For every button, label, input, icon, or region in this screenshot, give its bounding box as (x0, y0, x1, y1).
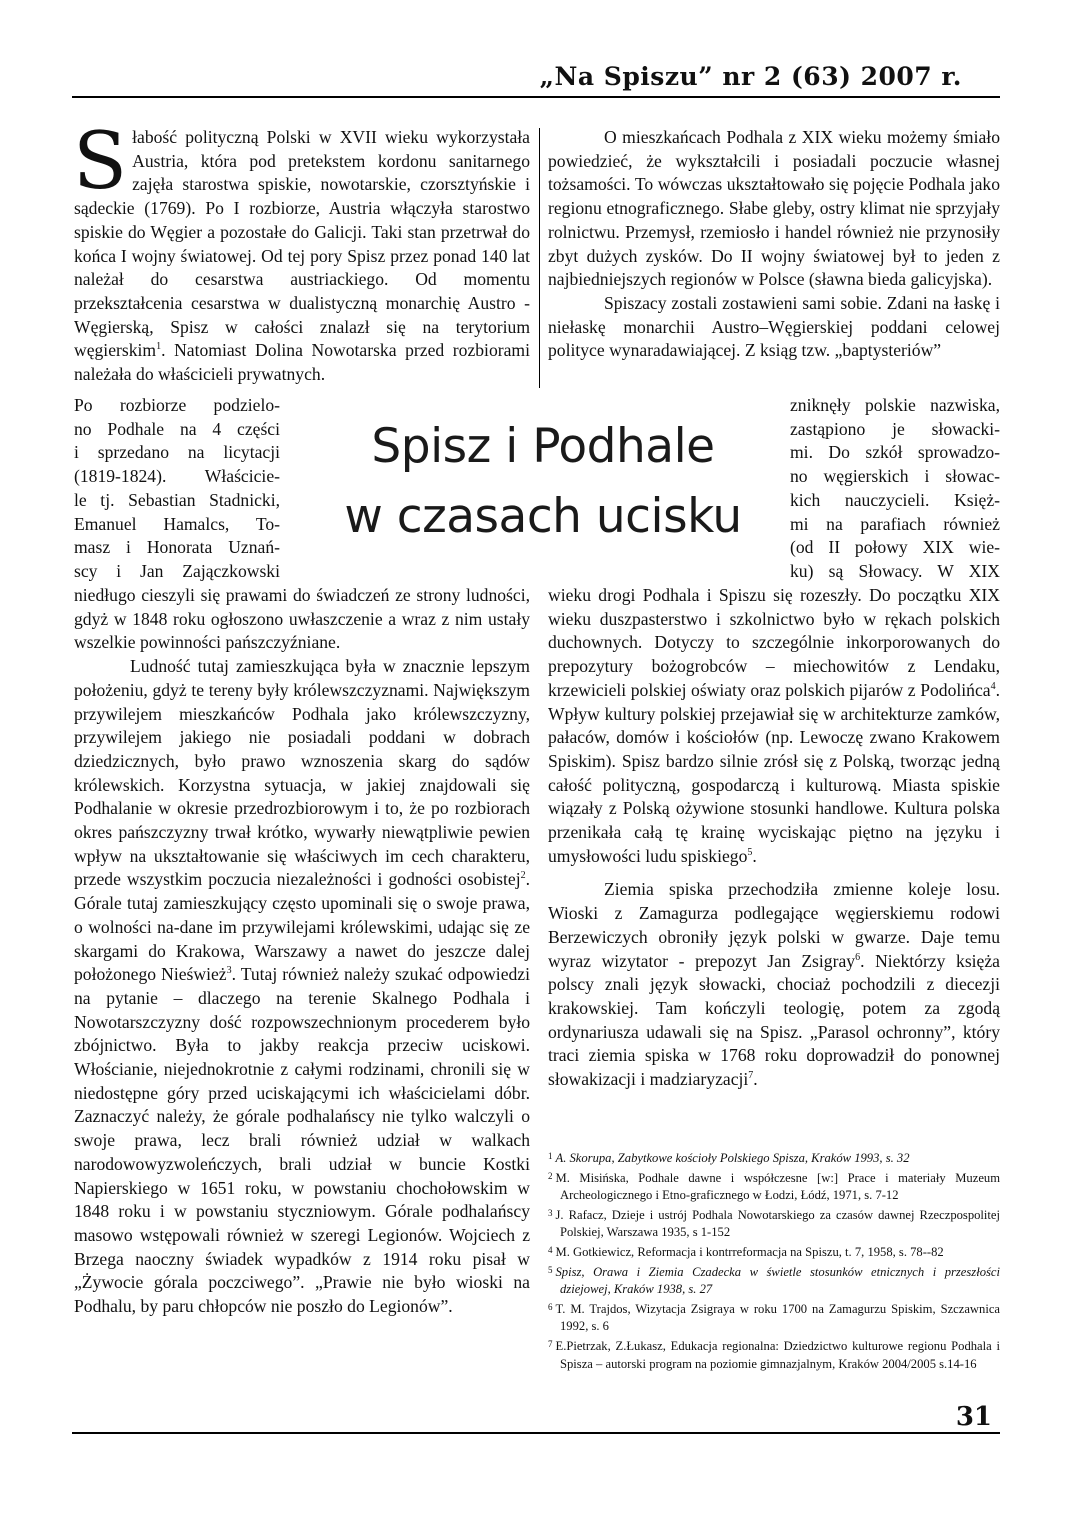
footnote-ref-3: 3 (226, 965, 232, 977)
col1-p2c: . Tutaj również należy szukać odpowiedzi na pytanie – dlaczego na terenie Skalnego Podhala i Nowotarszczyzny dość rozpowszechnionym procederem było zbójnictwo. Była to jakby reakcja przeciw uciskowi. Włościanie, niejednokrotnie z całymi rodzinami, chronili się w niedostępne góry przed uciskającymi ich właścicielami dóbr. Zaznaczyć należy, że górale podhalańscy nie tylko walczyli o swoje prawa, lecz brali również udział w walkach narodowowyzwoleńczych, brali udział w buncie Kostki Napierskiego w 1651 roku, w powstaniu chochołowskim w 1848 roku i w powstaniu styczniowym. Górale podhalańscy masowo wstępowali również w szeregi Legionów. Wojciech z Brzega naoczny świadek wypadków z 1914 roku pisał w „Żywocie górala poczciwego”. „Prawie nie było wioski na Podhalu, by paru chłopców nie poszło do Legionów”. (74, 964, 530, 1317)
col1-p2a: Ludność tutaj zamieszkująca była w znacznie lepszym położeniu, gdyż te tereny były królewszczyznami. Największym przywilejem mieszkańców Podhala jako królewszczyzny, przywilejem jakiego nie posiadali poddani w dobrach dziedzicznych, było prawo wznoszenia skarg do sądów królewskich. Korzystna sytuacja, w jakiej znajdowali się Podhalanie w okresie przedrozbiorowym i to, że po rozbiorach okres pańszczyzny trwał krótko, wywarły niewątpliwie pewien wpływ na ukształtowanie się właściwych im cech charakteru, przede wszystkim poczucia niezależności i godności osobistej (74, 656, 530, 890)
page-number: 31 (955, 1402, 992, 1432)
col2-narrow-line: (od II połowy XIX wie- (790, 537, 1000, 558)
footnote-text: A. Skorupa, Zabytkowe kościoły Polskiego Spisza, Kraków 1993, s. 32 (555, 1151, 910, 1165)
footnote-ref-2: 2 (520, 870, 526, 882)
col2-continue: wieku drogi Podhala i Spiszu się rozeszły. Do początku XIX wieku duszpasterstwo i szkolnictwo było w rękach polskich duchownych. Dotyczy to szczególnie inkorporowanych do prepozytury bożogrobców – miechowitów z Lendaku, krzewicieli polskiej oświaty oraz polskich pijarów z Podolińca (548, 585, 1000, 700)
col2-paragraph-1: O mieszkańcach Podhala z XIX wieku możemy śmiało powiedzieć, że wykształcili i posiadali poczucie własnej tożsamości. To wówczas ukształtowało się pojęcie Podhala jako regionu etnograficznego. Słabe gleby, ostry klimat nie sprzyjały rolnictwu. Przemysł, rzemiosło i handel również nie przynosiły zbyt dużych zysków. Do II wojny światowej był to jeden z najbiedniejszych regionów w Polsce (sławna bieda galicyjska). (548, 127, 1000, 290)
col1-p2b: . Górale tutaj zamieszkujący często upominali się o swoje prawa, o wolności na-dane im przywilejami królewskimi, udając się ze skargami do Krakowa, Warszawy a nawet do jeszcze dalej położonego Nieśwież (74, 869, 530, 985)
footnote-ref-5: 5 (747, 846, 753, 858)
col1-narrow-line: le tj. Sebastian Stadnicki, (74, 489, 280, 510)
col2-narrow-line: zniknęły polskie nazwiska, (790, 395, 1000, 415)
col2-top (548, 126, 1000, 363)
col1-top-text: łabość polityczną Polski w XVII wieku wykorzystała Austria, która pod pretekstem kordonu sanitarnego zajęła starostwa spiskie, nowotarskie, czorsztyńskie i sądeckie (1769). Po I rozbiorze, Austria włączyła starostwo spiskie do Węgier a pozostałe do Galicji. Taki stan przetrwał do końca I wojny światowej. Od tej pory Spisz przez ponad 140 lat należał do cesarstwa austriackiego. Od momentu przekształcenia cesarstwa w dualistyczną monarchię Austro - Węgierską, Spisz w całości znalazł się na terytorium węgierskim (74, 127, 530, 361)
footnote (548, 1336, 1000, 1373)
col2-p3: Ziemia spiska przechodziła zmienne koleje losu. Wioski z Zamagurza podlegające węgierskiemu rodowi Berzewiczych obroniły język polski w gwarze. Daje temu wyraz wizytator - prepozyt Jan Zsigray (548, 879, 1000, 971)
footnote (548, 1148, 1000, 1168)
footnote-text: E.Pietrzak, Z.Łukasz, Edukacja regionalna: Dziedzictwo kulturowe regionu Podhala i Spisza – autorski program na poziomie gimnazjalnym, Kraków 2004/2005 s.14-16 (555, 1338, 1000, 1371)
col2-p3-end: . Niektórzy księża polscy znali język słowacki, chociaż pochodzili z diecezji krakowskiej. Tam kończyli teologię, potem za zgodą ordynariusza udawali się na Spisz. „Parasol ochronny”, który traci ziemia spiska w 1768 roku doprowadził do ponownej słowakizacji i madziaryzacji (548, 950, 1000, 1090)
column-divider (539, 128, 540, 388)
col2-narrow-line: kich nauczycieli. Księż- (790, 489, 1000, 510)
title-line-1: Spisz i Podhale (371, 419, 715, 474)
footnote-ref-1: 1 (156, 341, 162, 353)
col1-narrow-line: masz i Honorata Uznań- (74, 537, 280, 558)
footnote-number: 1 (548, 1151, 553, 1161)
footnote (548, 1299, 1000, 1336)
col1-continue: niedługo cieszyli się prawami do świadczeń ze strony ludności, gdyż w 1848 roku ogłoszono uwłaszczenie a wraz z nim ustały wszelkie powinności pańszczyźniane. (74, 585, 530, 653)
footnote-number: 6 (548, 1301, 553, 1312)
col2-narrow-line: no węgierskich i słowac- (790, 466, 1000, 487)
col1-narrow-line: no Podhale na 4 części (74, 418, 280, 439)
col2-narrow-line: zastąpiono je słowacki- (790, 418, 1000, 439)
drop-cap: S (73, 115, 128, 207)
footnote-number: 7 (548, 1338, 553, 1349)
footnote-text: T. M. Trajdos, Wizytacja Zsigraya w roku 1700 na Zamagurzu Spiskim, Szczawnica 1992, s. 6 (555, 1301, 1000, 1334)
footnote-text: M. Gotkiewicz, Reformacja i kontrreformacja na Spiszu, t. 7, 1958, s. 78--82 (555, 1244, 944, 1259)
footnote (548, 1168, 1000, 1205)
col2-continue-end: . Wpływ kultury polskiej przejawiał się w architekturze zamków, pałaców, domów i kościołów (np. Lewoczę zwano Krakowem Spiskim). Spisz bardzo silnie zrósł się z Polską, tworząc jedną całość polityczną, gospodarczą i kulturową. Miasta spiskie wiązały z Polską ożywione stosunki handlowe. Kultura polska przenikała całą tę krainę wyciskając piętno na języku i umysłowości ludu spiskiego (548, 679, 1000, 866)
footnote-ref-4: 4 (990, 680, 996, 692)
col1-body (74, 584, 530, 1319)
page-footer (72, 1398, 1000, 1434)
col1-narrow-line: scy i Jan Zajączkowski (74, 560, 280, 581)
title-line-2: w czasach ucisku (344, 489, 742, 544)
col2-body: wieku drogi Podhala i Spiszu się rozeszły. Do początku XIX wieku duszpasterstwo i szkolnictwo było w rękach polskich duchownych. Dotyczy to szczególnie inkorporowanych do prepozytury bożogrobców – miechowitów z Lendaku, krzewicieli polskiej oświaty oraz polskich pijarów z Podolińca$^4$. Wpływ kultury polskiej przejawiał się w architekturze zamków, pałaców, domów i kościołów (np. Lewoczę zwano Krakowem Spiskim). Spisz bardzo silnie zrósł się z Polską, tworząc jedną całość polityczną, gospodarczą i kulturową. Miasta spiskie wiązały z Polską ożywione stosunki handlowe. Kultura polska przenikała całą tę krainę wyciskając piętno na języku i umysłowości ludu spiskiego$^5$. Ziemia spiska przechodziła zmienne koleje losu. Wioski z Zamagurza podlegające węgierskiemu rodowi Berzewiczych obroniły język polski w gwarze. Daje temu wyraz wizytator - prepozyt Jan Zsigray$^6$. Niektórzy księża polscy znali język słowacki, chociaż pochodzili z diecezji krakowskiej. Tam kończyli teologię, potem za zgodą ordynariusza udawali się na Spisz. „Parasol ochronny”, który traci ziemia spiska w 1768 roku doprowadził do ponownej słowakizacji i madziaryzacji$^7$. (548, 585, 1000, 1090)
footnote-number: 2 (548, 1170, 553, 1181)
col2-narrow-line: ku) są Słowacy. W XIX (790, 560, 1000, 581)
col1-paragraph-2 (74, 655, 530, 1319)
footnote-ref-6: 6 (855, 951, 861, 963)
col1-narrow-line: i sprzedano na licytacji (74, 442, 280, 463)
footnote-number: 3 (548, 1207, 553, 1218)
footnote-ref-7: 7 (748, 1070, 754, 1082)
running-header (72, 62, 1000, 98)
col1-top-end: . Natomiast Dolina Nowotarska przed rozbiorami należała do właścicieli prywatnych. (74, 340, 530, 385)
footnotes (548, 1148, 1000, 1373)
footnote-number: 5 (548, 1264, 553, 1275)
footnote (548, 1205, 1000, 1242)
col1-narrow-line: Emanuel Hamalcs, To- (74, 513, 280, 534)
col2-paragraph-2: Spiszacy zostali zostawieni sami sobie. Zdani na łaskę i niełaskę monarchii Austro–Węgierskiej poddani celowej polityce wynaradawiającej. Z ksiąg tzw. „baptysteriów” (548, 292, 1000, 361)
header-title: „Na Spiszu” nr 2 (63) 2007 r. (539, 62, 962, 91)
footnote-number: 4 (548, 1244, 553, 1255)
footnote (548, 1262, 1000, 1299)
footnote-text: M. Misińska, Podhale dawne i współczesne [w:] Prace i materiały Muzeum Archeologicznego i Etno-graficznego w Łodzi, Łódź, 1971, s. 7-12 (555, 1170, 1000, 1203)
col2-narrow (790, 394, 1000, 584)
col2-narrow-line: mi. Do szkół sprowadzo- (790, 442, 1000, 463)
footnote-text: Spisz, Orawa i Ziemia Czadecka w świetle stosunków etnicznych i przeszłości dziejowej, Kraków 1938, s. 27 (555, 1264, 1000, 1297)
col1-top (73, 115, 530, 387)
footnote (548, 1242, 1000, 1262)
article-title (296, 412, 790, 552)
col1-narrow-line: Po rozbiorze podzielo- (74, 395, 280, 415)
col1-narrow-line: (1819-1824). Właścicie- (74, 466, 280, 487)
col2-narrow-line: mi na parafiach również (790, 513, 1000, 534)
footnote-text: J. Rafacz, Dzieje i ustrój Podhala Nowotarskiego za czasów dawnej Rzeczpospolitej Polskiej, Warszawa 1935, s 1-152 (555, 1207, 1000, 1240)
col1-narrow (74, 394, 280, 584)
